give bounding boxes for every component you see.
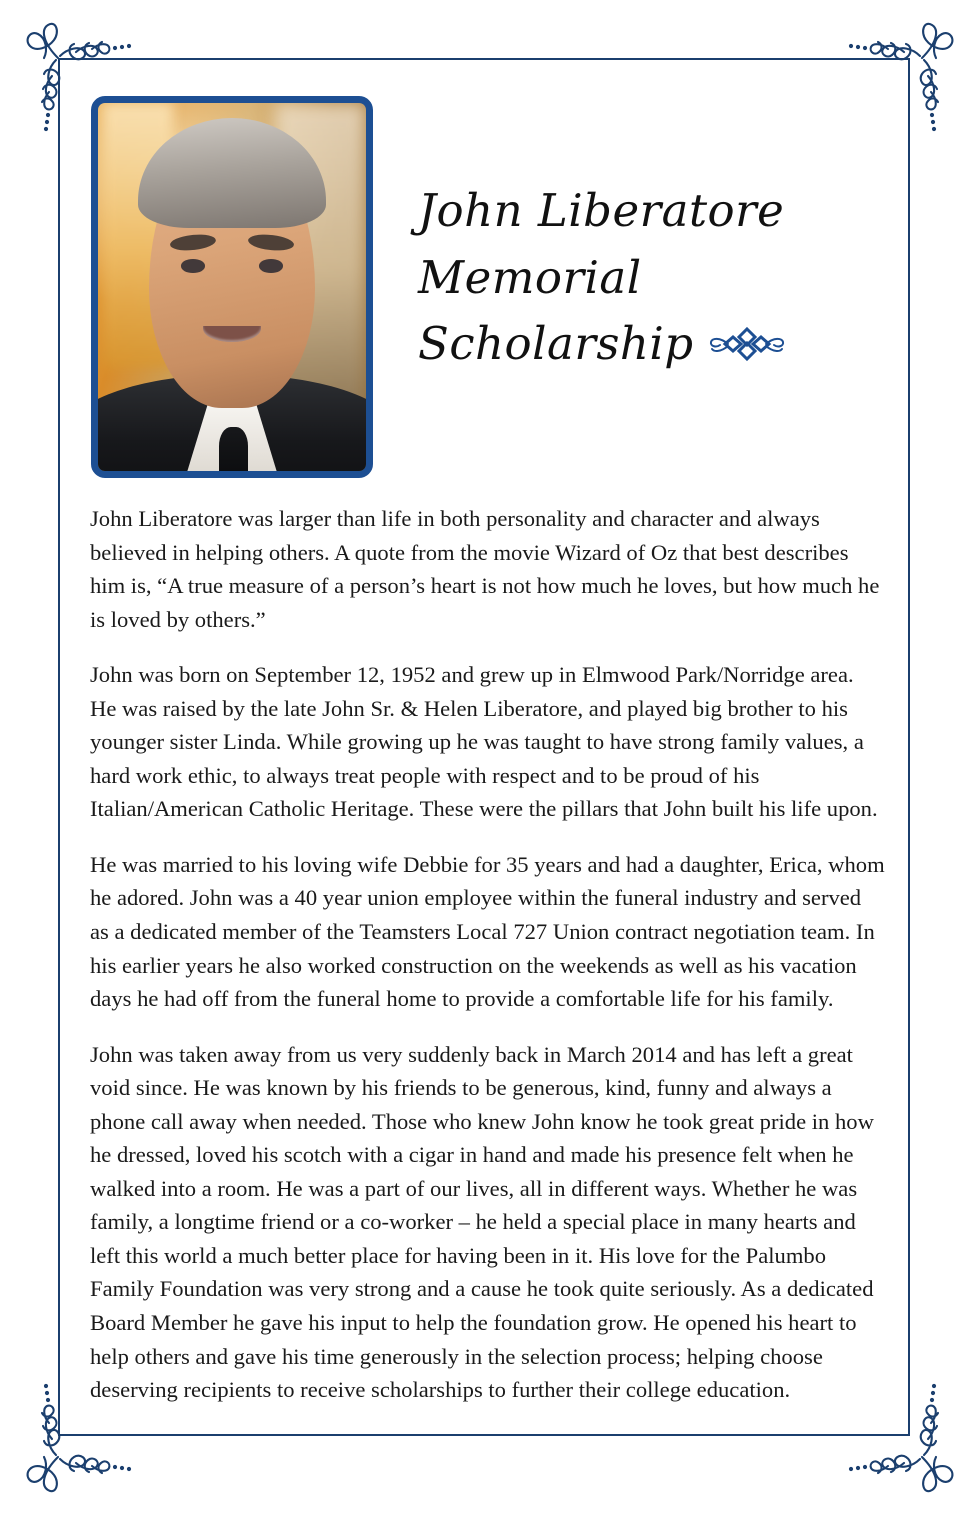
- paragraph-3: He was married to his loving wife Debbie for 35 years and had a daughter, Erica, whom he adored. John was a 40 year union employee within the funeral industry and served as a dedicated member of the Teamsters Local 727 Union contract negotiation team. In his earlier years he also worked construction on the weekends as well as his vacation days he had off from the funeral home to provide a comfortable life for his family.: [90, 851, 885, 1012]
- diamond-knot-flourish-icon: [708, 322, 786, 366]
- memorial-body-text: [90, 502, 885, 1407]
- paragraph-4: John was taken away from us very suddenly back in March 2014 and has left a great void since. He was known by his friends to be generous, kind, funny and always a phone call away when needed. Those who knew John know he took great pride in how he dressed, loved his scotch with a cigar in hand and made his presence felt when he walked into a room. He was a part of our lives, all in different ways. Whether he was family, a longtime friend or a co-worker – he held a special place in many hearts and left this world a much better place for having been in it. His love for the Palumbo Family Foundation was very strong and a cause he took quite seriously. As a dedicated Board Member he gave his input to help the foundation grow. He opened his heart to help others and gave his time generously in the selection process; helping choose deserving recipients to receive scholarships to further their college education.: [90, 1041, 874, 1403]
- portrait-photo: [98, 103, 366, 471]
- document-header: [58, 58, 910, 488]
- portrait-photo-frame: [91, 96, 373, 478]
- title-line-2: Memorial: [418, 250, 642, 304]
- title-line-3: Scholarship: [418, 317, 694, 371]
- photo-bow-tie: [219, 427, 248, 471]
- paragraph-2: John was born on September 12, 1952 and grew up in Elmwood Park/Norridge area. He was raised by the late John Sr. & Helen Liberatore, and played big brother to his younger sister Linda. While growing up he was taught to have strong family values, a hard work ethic, to always treat people with respect and to be proud of his Italian/American Catholic Heritage. These were the pillars that John built his life upon.: [90, 662, 878, 822]
- photo-eye-left: [181, 259, 205, 272]
- title-line-1: John Liberatore: [418, 184, 785, 237]
- paragraph-1: John Liberatore was larger than life in both personality and character and always believed in helping others. A quote from the movie Wizard of Oz that best describes him is, “A true measure of a person’s heart is not how much he loves, but how much he is loved by others.”: [90, 506, 880, 632]
- page-title: [418, 178, 888, 378]
- photo-eye-right: [259, 259, 283, 272]
- title-line-3-row: [418, 311, 888, 378]
